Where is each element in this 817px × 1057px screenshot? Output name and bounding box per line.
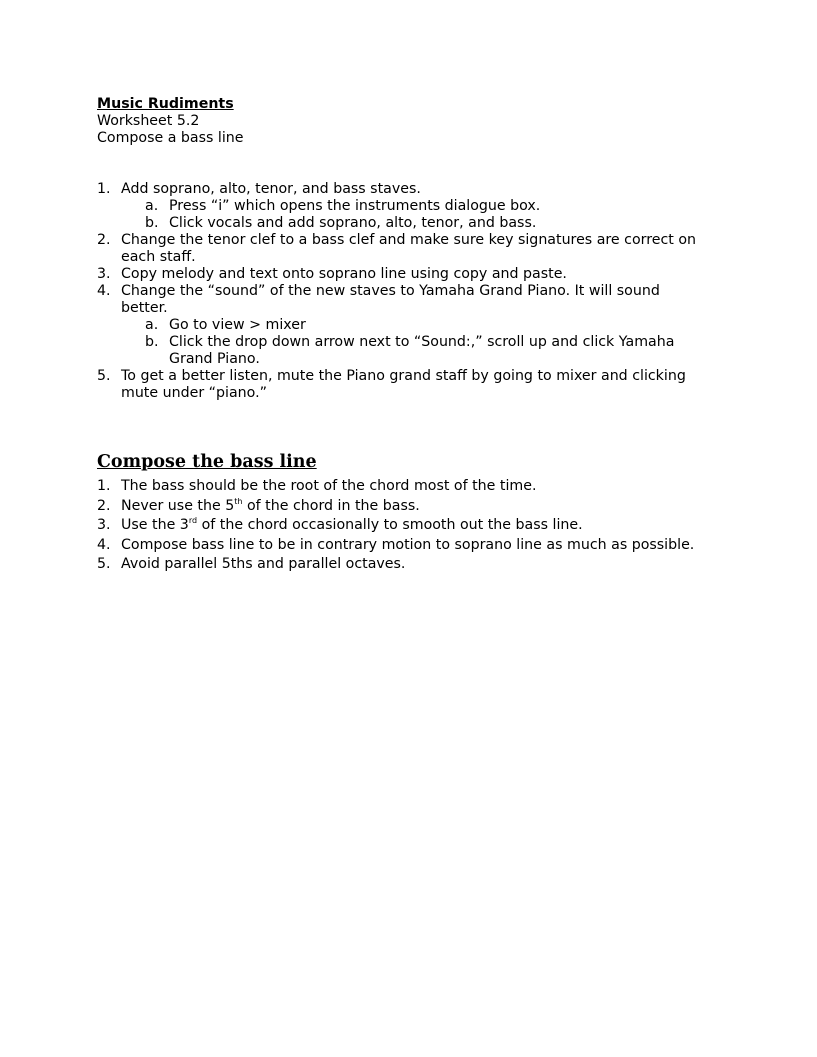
substep-text: Click the drop down arrow next to “Sound:,” scroll up and click Yamaha (169, 334, 675, 350)
rule-number: 4. (97, 536, 111, 553)
rule-number: 1. (97, 478, 111, 494)
step-text-cont: each staff. (121, 249, 196, 265)
rule-4 (97, 536, 737, 556)
rule-5 (97, 555, 737, 575)
rule-text: Compose bass line to be in contrary motion to soprano line as much as possible. (121, 536, 695, 553)
step-text-cont: better. (121, 300, 168, 316)
rules-list (97, 477, 737, 575)
worksheet-topic: Compose a bass line (97, 130, 244, 146)
step-text: To get a better listen, mute the Piano grand staff by going to mixer and clicking (121, 368, 686, 384)
substep-letter: a. (145, 198, 159, 214)
ordinal-suffix: th (234, 496, 243, 506)
step-number: 3. (97, 266, 111, 282)
step-number: 2. (97, 232, 111, 248)
substep-letter: a. (145, 317, 159, 333)
step-number: 4. (97, 283, 111, 299)
rule-text-cont: of the chord in the bass. (242, 497, 420, 514)
step-text: Change the tenor clef to a bass clef and make sure key signatures are correct on (121, 232, 697, 248)
substep-letter: b. (145, 215, 159, 231)
rule-2 (97, 497, 737, 517)
substep-text: Click vocals and add soprano, alto, tenor, and bass. (169, 215, 537, 231)
step-1a (97, 198, 737, 215)
step-5 (97, 368, 737, 402)
rule-text: Never use the 5 (121, 497, 235, 514)
rule-text: The bass should be the root of the chord most of the time. (121, 478, 537, 494)
substep-text: Press “i” which opens the instruments dialogue box. (169, 198, 541, 214)
rule-number: 3. (97, 517, 111, 533)
rule-text: Use the 3 (121, 517, 189, 533)
rule-text: Avoid parallel 5ths and parallel octaves. (121, 556, 406, 572)
step-text: Copy melody and text onto soprano line using copy and paste. (121, 266, 567, 282)
step-number: 5. (97, 368, 111, 384)
rule-number: 5. (97, 556, 111, 572)
step-1b (97, 215, 737, 232)
worksheet-number: Worksheet 5.2 (97, 113, 200, 129)
step-text: Change the “sound” of the new staves to Yamaha Grand Piano. It will sound (121, 283, 660, 299)
step-3 (97, 266, 737, 283)
step-text: Add soprano, alto, tenor, and bass staves. (121, 181, 421, 197)
steps-list (97, 181, 737, 402)
document-title: Music Rudiments (97, 96, 234, 112)
step-number: 1. (97, 181, 111, 197)
rule-1 (97, 477, 737, 497)
ordinal-suffix: rd (188, 516, 198, 525)
substep-letter: b. (145, 334, 159, 350)
rule-text-cont: of the chord occasionally to smooth out the bass line. (197, 517, 583, 533)
substep-text: Go to view > mixer (169, 317, 306, 333)
step-4a (97, 317, 737, 334)
step-2 (97, 232, 737, 266)
step-1 (97, 181, 737, 198)
step-4 (97, 283, 737, 317)
rule-3 (97, 516, 737, 536)
step-4b (97, 334, 737, 368)
document-header (97, 96, 737, 147)
rule-number: 2. (97, 497, 111, 514)
substep-text-cont: Grand Piano. (169, 351, 260, 367)
step-text-cont: mute under “piano.” (121, 385, 267, 401)
section-heading: Compose the bass line (97, 452, 317, 472)
